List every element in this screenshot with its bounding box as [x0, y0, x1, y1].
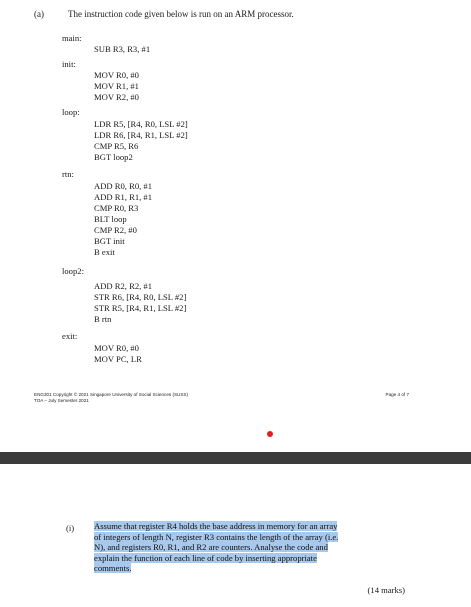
footer-page-number: Page 4 of 7 [385, 392, 409, 397]
code-block-loop2 [94, 281, 186, 325]
code-label-loop: loop: [62, 107, 80, 117]
code-line: SUB R3, R3, #1 [94, 44, 151, 54]
code-line: B rtn [94, 314, 112, 324]
code-line: ADD R2, R2, #1 [94, 281, 153, 291]
code-line: CMP R0, R3 [94, 203, 139, 213]
code-line: STR R5, [R4, R1, LSL #2] [94, 303, 187, 313]
footer-left [34, 392, 188, 404]
code-line: BGT init [94, 236, 125, 246]
code-line: MOV R2, #0 [94, 92, 139, 102]
code-line: ADD R1, R1, #1 [94, 192, 153, 202]
code-block-loop [94, 119, 188, 163]
code-block-exit [94, 343, 142, 365]
marks-label: (14 marks) [367, 585, 405, 595]
highlighted-line: comments. [94, 563, 132, 573]
code-label-init: init: [62, 59, 76, 69]
footer-semester: TOA – July Semester 2021 [34, 398, 89, 403]
code-line: CMP R5, R6 [94, 141, 139, 151]
code-line: CMP R2, #0 [94, 225, 137, 235]
subquestion-text [94, 521, 410, 574]
question-text: The instruction code given below is run on an ARM processor. [68, 9, 294, 19]
question-label: (a) [34, 9, 44, 19]
code-line: LDR R6, [R4, R1, LSL #2] [94, 130, 188, 140]
page-separator [0, 452, 471, 464]
highlighted-line: explain the function of each line of code by inserting appropriate [94, 552, 317, 563]
code-label-rtn: rtn: [62, 169, 74, 179]
code-block-rtn [94, 181, 152, 258]
code-label-exit: exit: [62, 331, 78, 341]
code-line: B exit [94, 247, 115, 257]
footer-copyright: ENG301 Copyright © 2021 Singapore University of Social Sciences (SUSS) [34, 392, 189, 397]
code-line: MOV PC, LR [94, 354, 142, 364]
code-label-main: main: [62, 33, 82, 43]
highlighted-line: of integers of length N, register R3 contains the length of the array (i.e. [94, 531, 339, 542]
code-line: MOV R0, #0 [94, 70, 139, 80]
code-line: MOV R1, #1 [94, 81, 139, 91]
cursor-dot [267, 431, 273, 437]
code-line: BGT loop2 [94, 152, 133, 162]
code-line: MOV R0, #0 [94, 343, 139, 353]
subquestion-label: (i) [66, 523, 75, 533]
code-block-main [94, 44, 150, 55]
code-line: STR R6, [R4, R0, LSL #2] [94, 292, 187, 302]
code-label-loop2: loop2: [62, 266, 84, 276]
code-line: LDR R5, [R4, R0, LSL #2] [94, 119, 188, 129]
document-page-5 [0, 464, 471, 607]
code-line: BLT loop [94, 214, 127, 224]
code-line: ADD R0, R0, #1 [94, 181, 153, 191]
highlighted-line: Assume that register R4 holds the base address in memory for an array [94, 521, 338, 531]
highlighted-line: N), and registers R0, R1, and R2 are counters. Analyse the code and [94, 542, 328, 552]
code-block-init [94, 70, 139, 103]
